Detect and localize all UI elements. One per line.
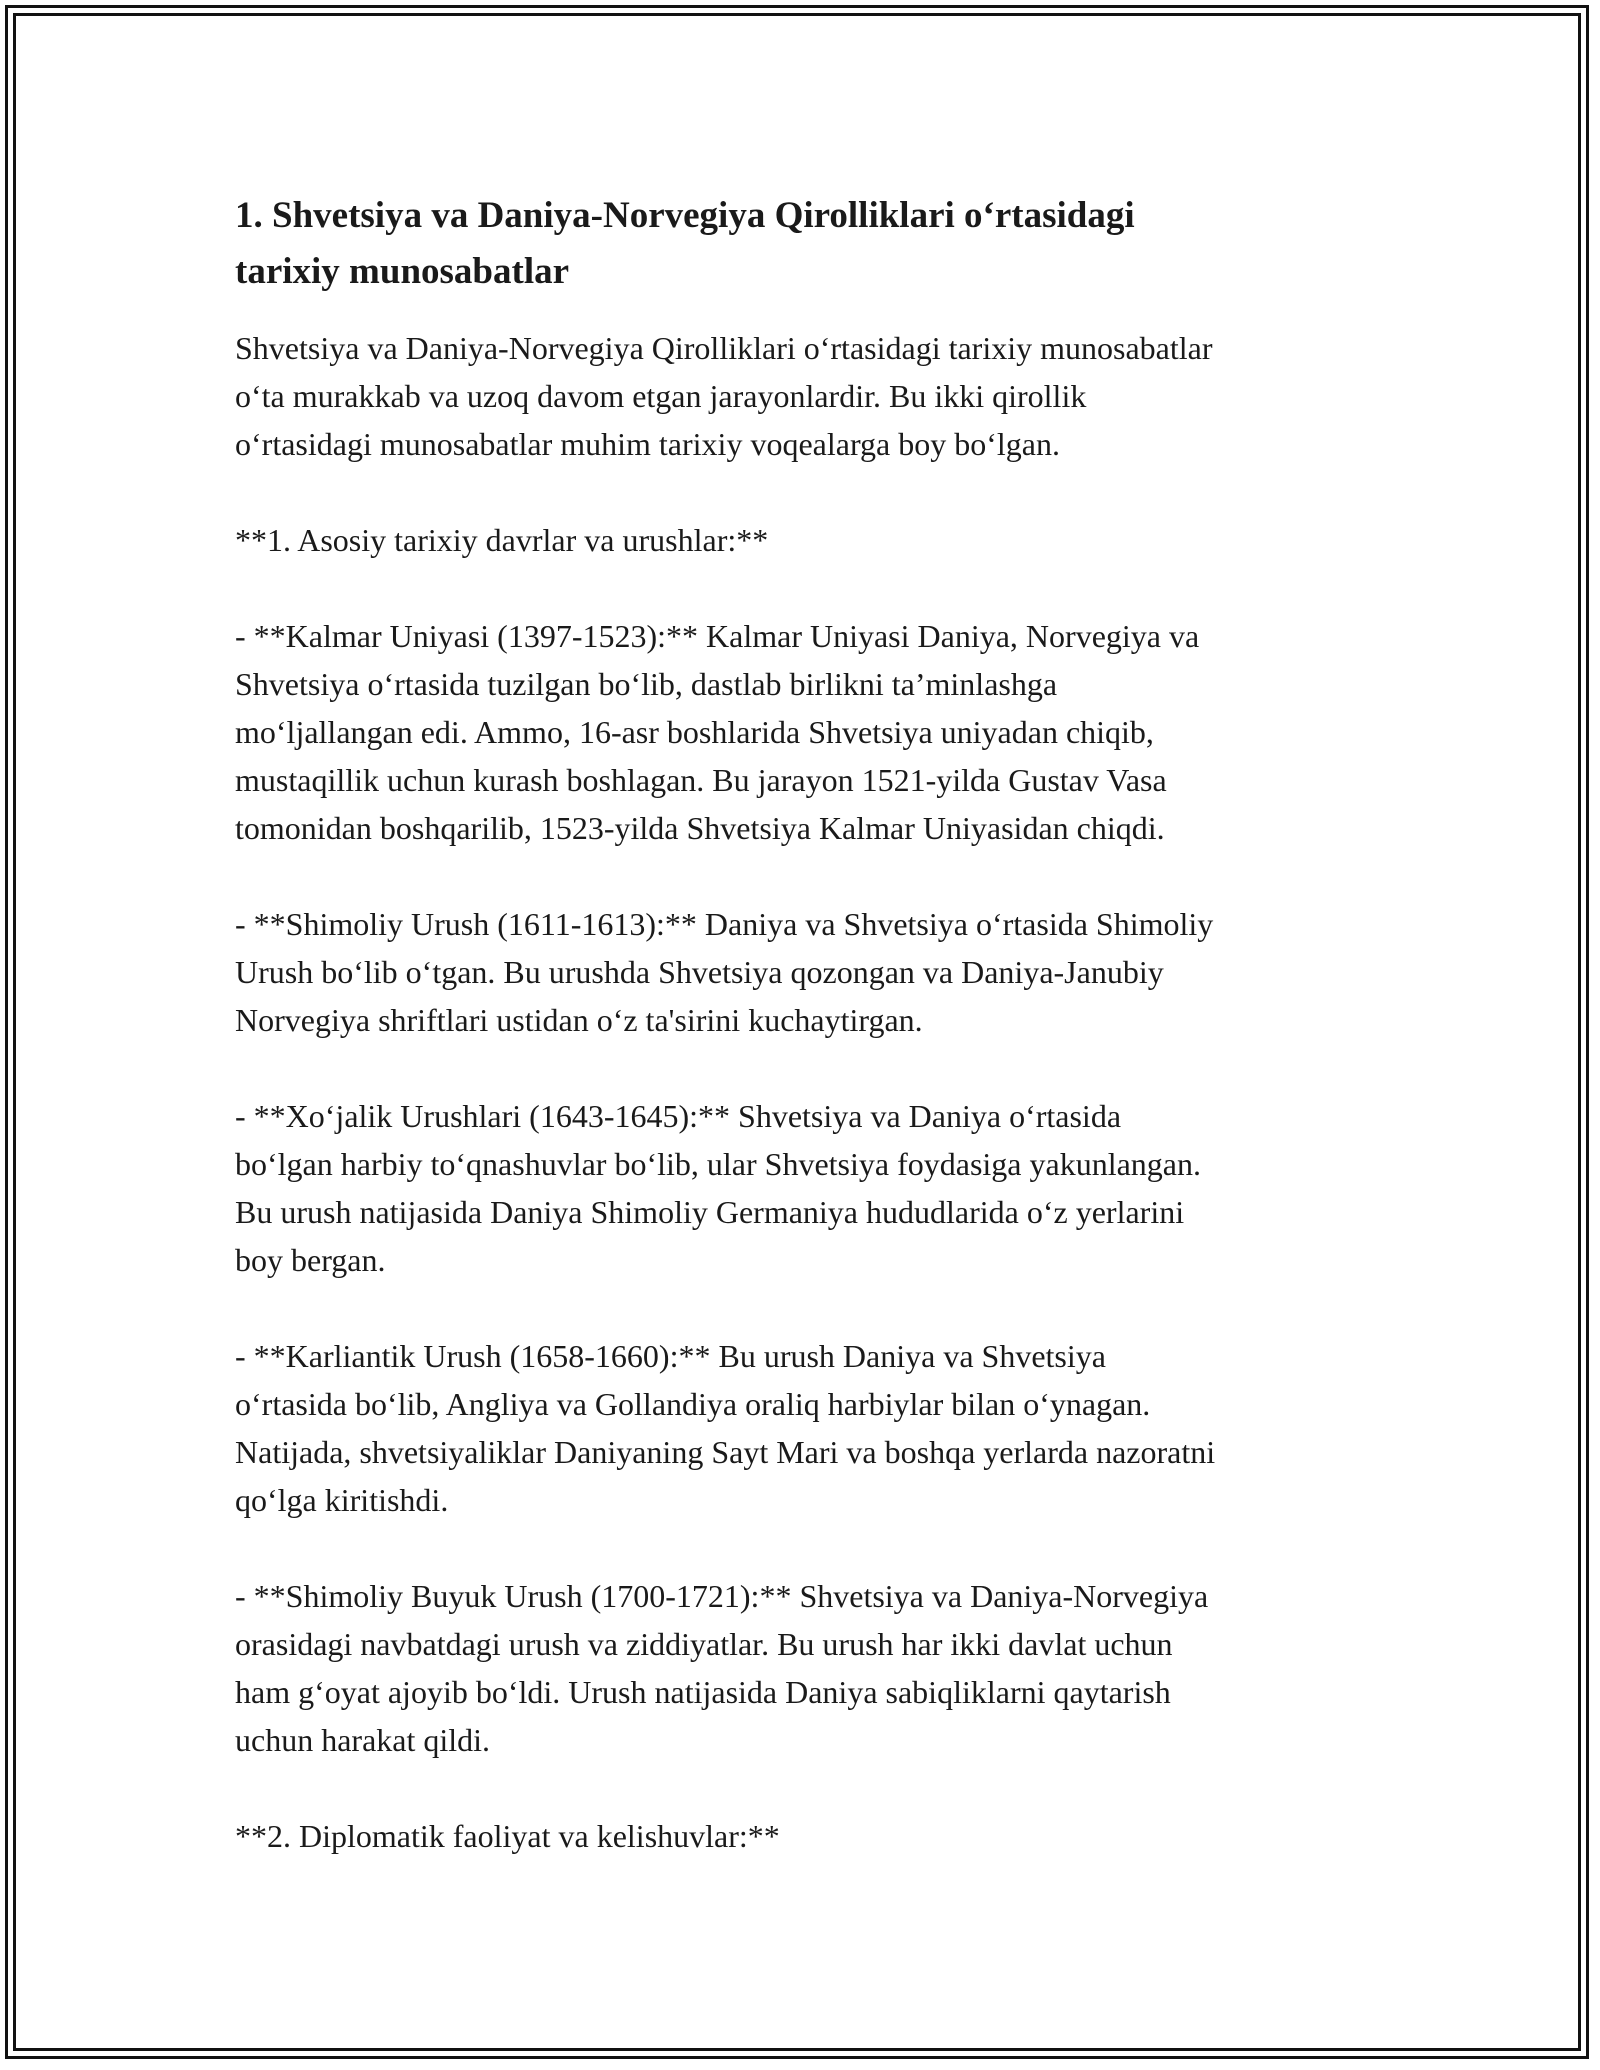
list-item-karliantik-war: - **Karliantik Urush (1658-1660):** Bu urush Daniya va Shvetsiya o‘rtasida bo‘lib, Angliya va Gollandiya oraliq harbiylar bilan o‘ynagan. Natijada, shvetsiyaliklar Daniyaning Sayt Mari va boshqa yerlarda nazoratni qo‘lga kiritishdi.	[235, 1338, 1216, 1518]
section-heading-diplomacy: **2. Diplomatik faoliyat va kelishuvlar:**	[235, 1818, 780, 1854]
document-body	[235, 188, 1375, 1860]
list-item-economic-wars: - **Xo‘jalik Urushlari (1643-1645):** Shvetsiya va Daniya o‘rtasida bo‘lgan harbiy to‘qnashuvlar bo‘lib, ular Shvetsiya foydasiga yakunlangan. Bu urush natijasida Daniya Shimoliy Germaniya hududlarida o‘z yerlarini boy bergan.	[235, 1098, 1201, 1278]
list-item-kalmar-union: - **Kalmar Uniyasi (1397-1523):** Kalmar Uniyasi Daniya, Norvegiya va Shvetsiya o‘rtasida tuzilgan bo‘lib, dastlab birlikni ta’minlashga mo‘ljallangan edi. Ammo, 16-asr boshlarida Shvetsiya uniyadan chiqib, mustaqillik uchun kurash boshlagan. Bu jarayon 1521-yilda Gustav Vasa tomonidan boshqarilib, 1523-yilda Shvetsiya Kalmar Uniyasidan chiqdi.	[235, 618, 1200, 846]
section-heading-history: **1. Asosiy tarixiy davrlar va urushlar:**	[235, 522, 769, 558]
list-item-great-northern-war: - **Shimoliy Buyuk Urush (1700-1721):** Shvetsiya va Daniya-Norvegiya orasidagi navbatdagi urush va ziddiyatlar. Bu urush har ikki davlat uchun ham g‘oyat ajoyib bo‘ldi. Urush natijasida Daniya sabiqliklarni qaytarish uchun harakat qildi.	[235, 1578, 1209, 1758]
list-item-northern-war: - **Shimoliy Urush (1611-1613):** Daniya va Shvetsiya o‘rtasida Shimoliy Urush bo‘lib o‘tgan. Bu urushda Shvetsiya qozongan va Daniya-Janubiy Norvegiya shriftlari ustidan o‘z ta'sirini kuchaytirgan.	[235, 906, 1214, 1038]
intro-paragraph: Shvetsiya va Daniya-Norvegiya Qirolliklari o‘rtasidagi tarixiy munosabatlar o‘ta murakkab va uzoq davom etgan jarayonlardir. Bu ikki qirollik o‘rtasidagi munosabatlar muhim tarixiy voqealarga boy bo‘lgan.	[235, 330, 1213, 462]
document-title: 1. Shvetsiya va Daniya-Norvegiya Qirolliklari o‘rtasidagi tarixiy munosabatlar	[235, 195, 1135, 292]
